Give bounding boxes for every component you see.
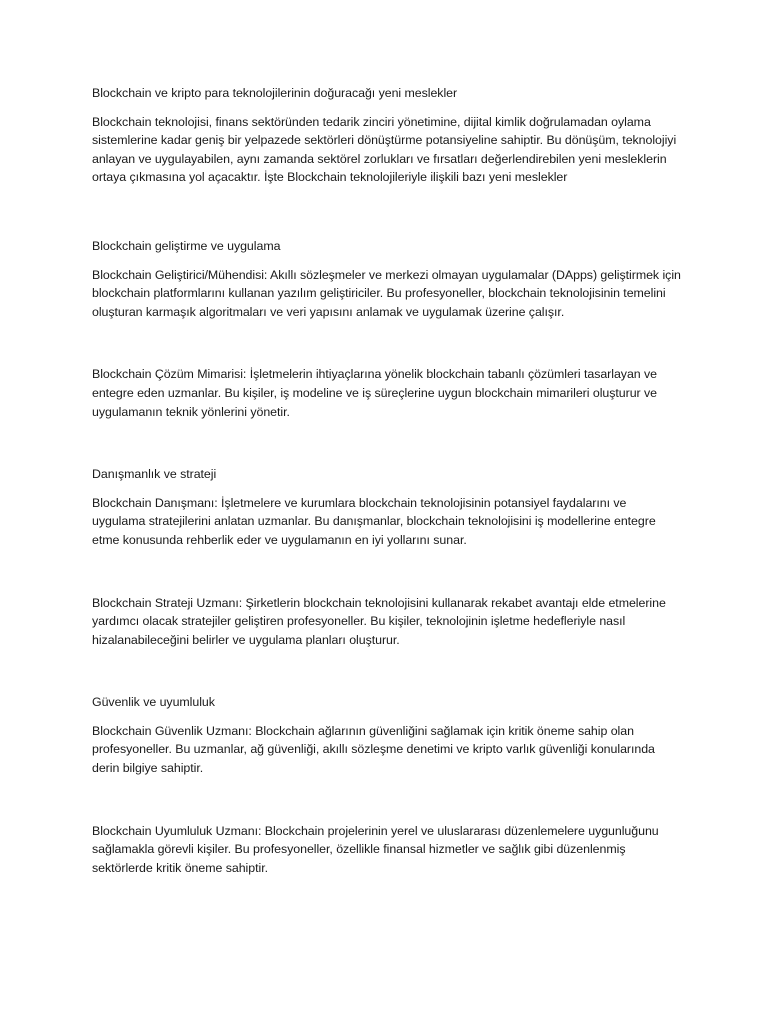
section-heading: Blockchain geliştirme ve uygulama [92,238,281,253]
section-paragraph: Blockchain Strateji Uzmanı: Şirketlerin blockchain teknolojisini kullanarak rekabet avantajı elde etmelerine yardımcı olacak stratejiler geliştiren profesyoneller. Bu kişiler, teknolojinin işletme hedefleriyle nasıl hizalanabileceğini belirler ve uygulama planları oluşturur. [92,595,666,647]
intro-paragraph: Blockchain teknolojisi, finans sektöründen tedarik zinciri yönetimine, dijital kimlik doğrulamadan oylama sistemlerine kadar geniş bir yelpazede sektörleri dönüştürme potansiyeline sahiptir. Bu dönüşüm, teknolojiyi anlayan ve uygulayabilen, aynı zamanda sektörel zorlukları ve fırsatları değerlendirebilen yeni mesleklerin ortaya çıkmasına yol açacaktır. İşte Blockchain teknolojileriyle ilişkili bazı yeni meslekler [92,114,677,185]
section-development [92,237,682,421]
spacer [92,659,682,693]
section-paragraph: Blockchain Güvenlik Uzmanı: Blockchain ağlarının güvenliğini sağlamak için kritik öneme sahip olan profesyoneller. Bu uzmanlar, ağ güvenliği, akıllı sözleşme denetimi ve kripto varlık güvenliği konularında derin bilgiye sahiptir. [92,723,655,776]
section-paragraph: Blockchain Çözüm Mimarisi: İşletmelerin ihtiyaçlarına yönelik blockchain tabanlı çözümleri tasarlayan ve entegre eden uzmanlar. Bu kişiler, iş modeline ve iş süreçlerine uygun blockchain mimarileri oluşturur ve uygulamanın teknik yönlerini yönetir. [92,367,658,419]
section-heading: Güvenlik ve uyumluluk [92,695,215,710]
spacer [92,331,682,365]
section-paragraph: Blockchain Geliştirici/Mühendisi: Akıllı sözleşmeler ve merkezi olmayan uygulamalar (DApps) geliştirmek için blockchain platformlarını kullanan yazılım geliştiriciler. Bu profesyoneller, blockchain teknolojisinin temelini oluşturan karmaşık algoritmaları ve veri yapısını anlamak ve uygulamak üzerine çalışır. [92,267,681,319]
spacer [92,788,682,822]
spacer [92,560,682,594]
document-title: Blockchain ve kripto para teknolojilerinin doğuracağı yeni meslekler [92,86,458,100]
section-heading: Danışmanlık ve strateji [92,467,217,482]
section-paragraph: Blockchain Uyumluluk Uzmanı: Blockchain projelerinin yerel ve uluslararası düzenlemelere uygunluğunu sağlamakla görevli kişiler. Bu profesyoneller, özellikle finansal hizmetler ve sağlık gibi düzenlenmiş sektörlerde kritik öneme sahiptir. [92,823,659,875]
section-consulting [92,465,682,649]
document-page [92,84,682,887]
spacer [92,431,682,465]
section-paragraph: Blockchain Danışmanı: İşletmelere ve kurumlara blockchain teknolojisinin potansiyel faydalarını ve uygulama stratejilerini anlatan uzmanlar. Bu danışmanlar, blockchain teknolojisini iş modellerine entegre etme konusunda rehberlik eder ve uygulamanın en iyi yollarını sunar. [92,495,656,547]
spacer [92,197,682,237]
section-security [92,693,682,877]
